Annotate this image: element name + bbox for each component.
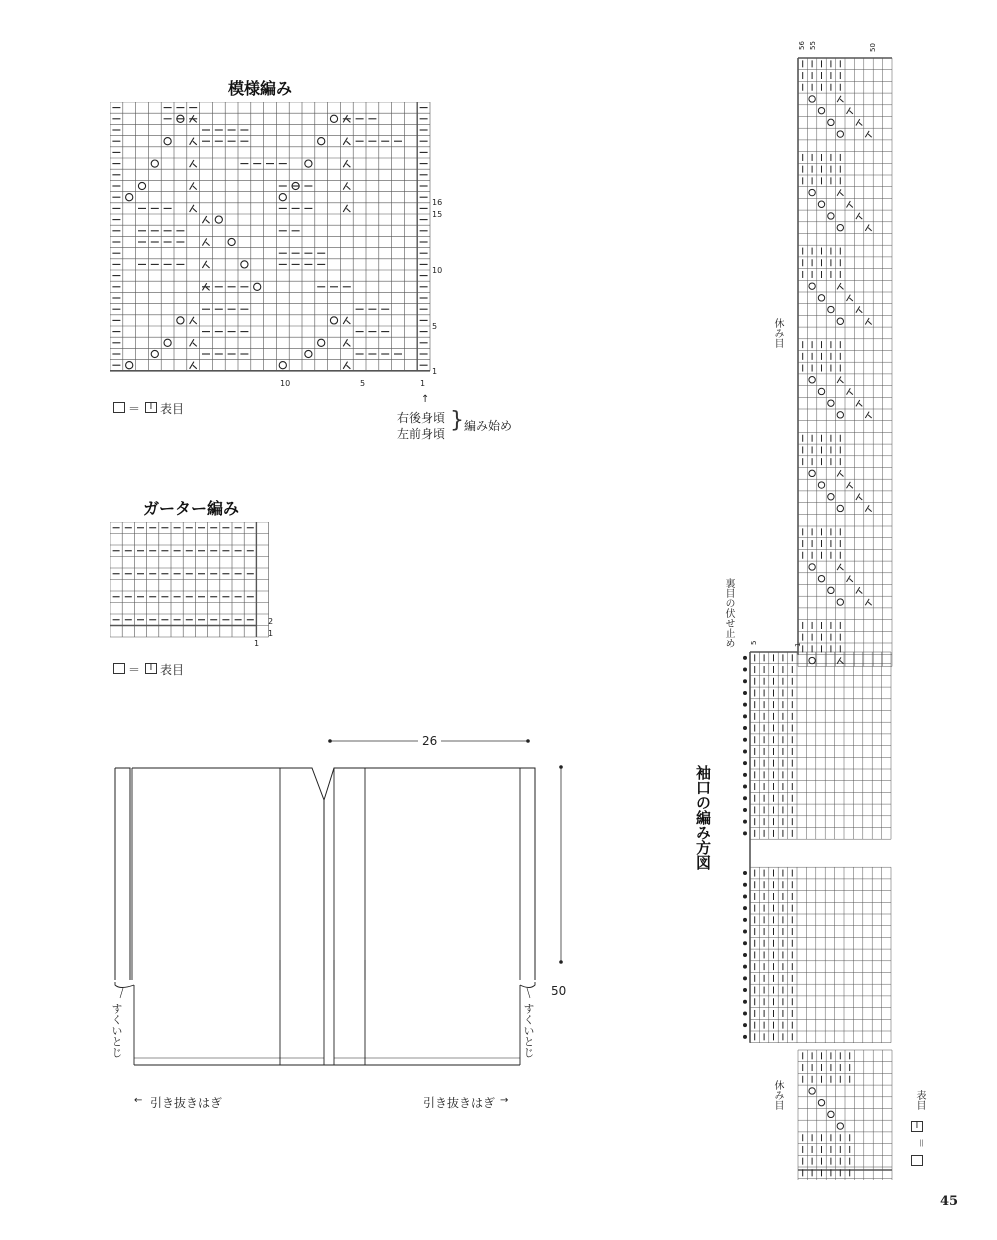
garter-chart-title: ガーター編み: [143, 499, 240, 518]
yarn-over-mark: [151, 160, 158, 167]
yarn-over-mark: [837, 599, 843, 605]
garter-legend-text: 表目: [160, 663, 185, 677]
knit-symbol-icon: I: [145, 663, 157, 674]
cuff-chart-title: 袖口の編み方図: [694, 765, 712, 870]
decrease-mark: [847, 388, 853, 394]
bind-off-dot: [743, 820, 747, 824]
decrease-mark: [847, 107, 853, 113]
pattern-col-label-10: 10: [280, 379, 291, 388]
yarn-over-mark: [164, 339, 171, 346]
decrease-mark: [190, 339, 197, 346]
decrease-mark: [865, 412, 871, 418]
yarn-over-mark: [818, 107, 824, 113]
decrease-mark: [202, 238, 209, 245]
bind-off-dot: [743, 953, 747, 957]
garment-schematic: [100, 730, 580, 980]
pattern-row-label-16: 16: [432, 198, 443, 207]
brace-icon: }: [450, 408, 464, 433]
yarn-over-mark: [809, 657, 815, 663]
yarn-over-mark: [828, 400, 834, 406]
pattern-chart-cells: [110, 102, 430, 371]
decrease-mark: [343, 362, 350, 369]
empty-cell-icon: [113, 402, 125, 413]
garter-row-label-2: 2: [268, 617, 274, 626]
decrease-mark: [190, 317, 197, 324]
bind-off-dot: [743, 703, 747, 707]
yarn-over-mark: [809, 377, 815, 383]
start-line-2: 左前身頃: [397, 427, 446, 441]
bind-off-dot: [743, 1011, 747, 1015]
knit-symbol-icon: I: [911, 1121, 923, 1132]
yarn-over-mark: [151, 350, 158, 357]
yarn-over-mark: [837, 224, 843, 230]
bind-off-dot: [743, 726, 747, 730]
yarn-over-mark: [138, 182, 145, 189]
start-line-1: 右後身頃: [397, 411, 446, 425]
bind-off-dot: [743, 930, 747, 934]
yarn-over-mark: [818, 1099, 824, 1105]
cuff-col-label-50: 50: [869, 43, 877, 52]
decrease-mark: [837, 657, 843, 663]
decrease-mark: [343, 160, 350, 167]
pattern-legend-text: 表目: [160, 402, 185, 416]
yarn-over-mark: [126, 362, 133, 369]
bind-off-dot: [743, 679, 747, 683]
garter-row-label-1: 1: [268, 629, 274, 638]
right-seam-label: 引き抜きはぎ: [423, 1096, 496, 1110]
decrease-mark: [837, 377, 843, 383]
decrease-mark: [190, 138, 197, 145]
empty-cell-icon: [113, 663, 125, 674]
yarn-over-mark: [837, 131, 843, 137]
yarn-over-mark: [809, 564, 815, 570]
yarn-over-mark: [828, 587, 834, 593]
pattern-row-label-10: 10: [432, 266, 443, 275]
decrease-mark: [847, 295, 853, 301]
decrease-mark: [865, 224, 871, 230]
bind-off-dot: [743, 988, 747, 992]
yarn-over-mark: [228, 238, 235, 245]
yarn-over-mark: [164, 138, 171, 145]
bind-off-label: 裏目の伏せ止め: [723, 578, 734, 648]
cuff-chart-grid: [725, 40, 925, 1180]
bind-off-dot: [743, 656, 747, 660]
left-seam-label: 引き抜きはぎ: [150, 1096, 223, 1110]
bind-off-dot: [743, 796, 747, 800]
decrease-mark: [865, 318, 871, 324]
yarn-over-mark: [279, 362, 286, 369]
yarn-over-mark: [818, 575, 824, 581]
yarn-over-mark: [837, 412, 843, 418]
pattern-chart-grid: [110, 102, 450, 392]
bind-off-dot: [743, 1023, 747, 1027]
decrease-mark: [190, 362, 197, 369]
decrease-mark: [343, 182, 350, 189]
yarn-over-mark: [318, 339, 325, 346]
bind-off-dot: [743, 871, 747, 875]
yarn-over-mark: [818, 482, 824, 488]
pattern-col-label-1: 1: [420, 379, 426, 388]
yarn-over-mark: [305, 160, 312, 167]
knit-symbol-icon: I: [145, 402, 157, 413]
decrease-mark: [837, 283, 843, 289]
decrease-mark: [190, 160, 197, 167]
yarn-over-mark: [837, 505, 843, 511]
cuff-legend-text: 表目: [914, 1090, 925, 1110]
garter-chart-grid: [110, 522, 290, 652]
bind-off-dot: [743, 808, 747, 812]
bind-off-dot: [743, 1000, 747, 1004]
up-arrow-icon: ↑: [421, 394, 430, 405]
yarn-over-mark: [177, 317, 184, 324]
decrease-mark: [343, 317, 350, 324]
yarn-over-mark: [215, 216, 222, 223]
yarn-over-mark: [837, 1123, 843, 1129]
yarn-over-mark: [828, 1111, 834, 1117]
rest-label-top: 休み目: [772, 318, 783, 348]
decrease-mark: [847, 482, 853, 488]
decrease-mark: [837, 564, 843, 570]
bind-off-dot: [743, 831, 747, 835]
yarn-over-mark: [809, 1088, 815, 1094]
yarn-over-mark: [241, 261, 248, 268]
pattern-chart-title: 模様編み: [228, 79, 293, 98]
yarn-over-mark: [818, 201, 824, 207]
bind-off-dot: [743, 785, 747, 789]
garter-legend-eq: ＝: [128, 663, 141, 677]
left-side-label: すくいとじ: [110, 1003, 123, 1058]
bind-off-dot: [743, 738, 747, 742]
bind-off-dot: [743, 894, 747, 898]
decrease-mark: [847, 201, 853, 207]
yarn-over-mark: [828, 213, 834, 219]
pattern-legend-eq: ＝: [128, 402, 141, 416]
decrease-mark: [343, 339, 350, 346]
cuff-chart-cells: [750, 58, 892, 1180]
start-text: 編み始め: [464, 419, 513, 433]
pattern-col-label-5: 5: [360, 379, 366, 388]
yarn-over-mark: [809, 470, 815, 476]
garment-lower: [100, 960, 580, 1080]
cuff-legend-eq: ＝: [914, 1138, 925, 1148]
height-label: 50: [551, 984, 567, 998]
yarn-over-mark: [279, 194, 286, 201]
decrease-mark: [847, 575, 853, 581]
bind-off-dot: [743, 1035, 747, 1039]
yarn-over-mark: [809, 283, 815, 289]
cuff-col-label-55: 55: [809, 41, 817, 50]
bind-off-dot: [743, 941, 747, 945]
decrease-mark: [865, 505, 871, 511]
pattern-row-label-1: 1: [432, 367, 438, 376]
left-arrow-icon: ←: [134, 1095, 143, 1106]
decrease-mark: [190, 182, 197, 189]
decrease-mark: [865, 599, 871, 605]
decrease-mark: [856, 400, 862, 406]
empty-cell-icon: [911, 1155, 923, 1166]
decrease-mark: [190, 205, 197, 212]
decrease-mark: [856, 587, 862, 593]
cuff-col-label-1: 1: [794, 642, 802, 647]
bind-off-dot: [743, 761, 747, 765]
yarn-over-mark: [828, 494, 834, 500]
decrease-mark: [202, 216, 209, 223]
cuff-col-label-5: 5: [750, 640, 758, 645]
decrease-mark: [343, 138, 350, 145]
page-number: 45: [940, 1194, 959, 1209]
decrease-mark: [856, 213, 862, 219]
yarn-over-mark: [818, 388, 824, 394]
decrease-mark: [837, 189, 843, 195]
yarn-over-mark: [330, 317, 337, 324]
decrease-mark: [856, 494, 862, 500]
pattern-row-label-5: 5: [432, 322, 438, 331]
decrease-mark: [837, 96, 843, 102]
decrease-mark: [202, 261, 209, 268]
yarn-over-mark: [809, 96, 815, 102]
yarn-over-mark: [126, 194, 133, 201]
yarn-over-mark: [828, 306, 834, 312]
yarn-over-mark: [318, 138, 325, 145]
yarn-over-mark: [837, 318, 843, 324]
bind-off-dot: [743, 668, 747, 672]
decrease-mark: [343, 205, 350, 212]
decrease-mark: [856, 306, 862, 312]
bind-off-dot: [743, 773, 747, 777]
yarn-over-mark: [254, 283, 261, 290]
bind-off-dot: [743, 976, 747, 980]
width-label: 26: [418, 734, 441, 748]
pattern-row-label-15: 15: [432, 210, 443, 219]
yarn-over-mark: [330, 115, 337, 122]
decrease-mark: [837, 470, 843, 476]
cuff-col-label-56: 56: [798, 41, 806, 50]
right-side-label: すくいとじ: [522, 1003, 535, 1058]
decrease-mark: [865, 131, 871, 137]
bind-off-dot: [743, 714, 747, 718]
garter-col-label-1: 1: [254, 639, 260, 648]
bind-off-dot: [743, 918, 747, 922]
right-arrow-icon: →: [500, 1095, 509, 1106]
rest-label-bottom: 休み目: [772, 1080, 783, 1110]
yarn-over-mark: [828, 119, 834, 125]
bind-off-dot: [743, 906, 747, 910]
yarn-over-mark: [305, 350, 312, 357]
yarn-over-mark: [809, 189, 815, 195]
bind-off-dot: [743, 691, 747, 695]
bind-off-dot: [743, 965, 747, 969]
yarn-over-mark: [818, 295, 824, 301]
bind-off-dot: [743, 749, 747, 753]
bind-off-dot: [743, 883, 747, 887]
decrease-mark: [856, 119, 862, 125]
